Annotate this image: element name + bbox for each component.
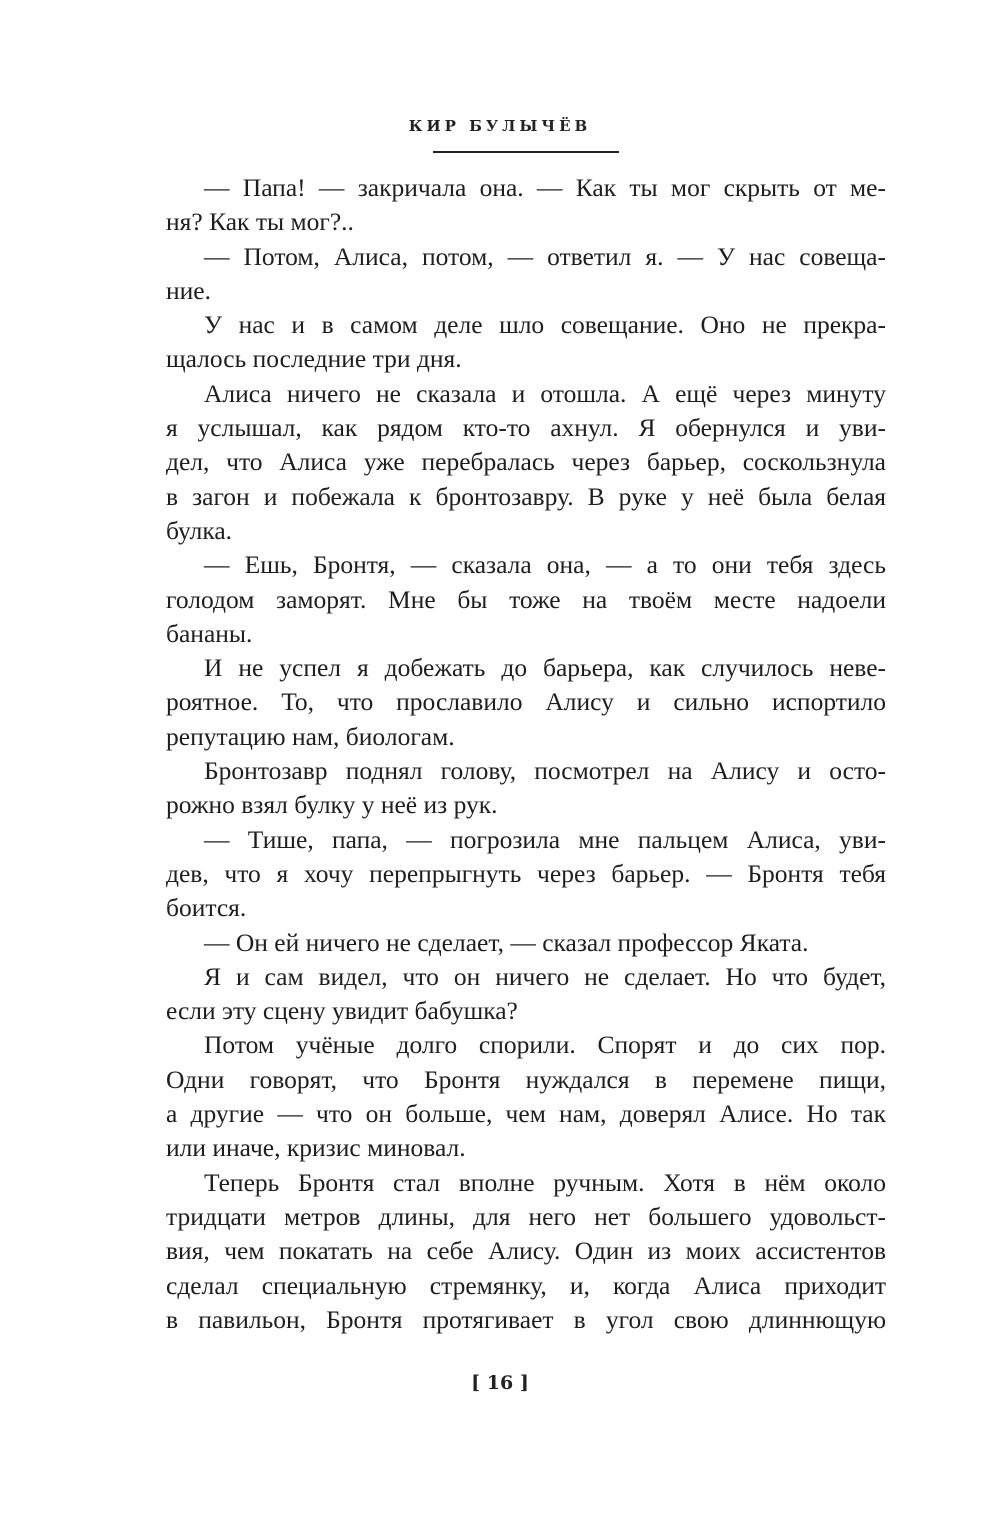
text-line: дел, что Алиса уже перебралась через барьер, соскользнула	[166, 447, 886, 477]
running-head-author: КИР БУЛЫЧЁВ	[408, 117, 592, 135]
text-line: вия, чем покатать на себе Алису. Один из моих ассистентов	[166, 1236, 886, 1266]
text-line: — Тише, папа, — погрозила мне пальцем Алиса, уви-	[204, 824, 886, 854]
text-line: бананы.	[166, 618, 253, 648]
body-text	[166, 171, 886, 1337]
text-line: Алиса ничего не сказала и отошла. А ещё через минуту	[204, 378, 886, 408]
text-line: — Потом, Алиса, потом, — ответил я. — У нас совеща-	[204, 241, 886, 271]
text-line: Потом учёные долго спорили. Спорят и до сих пор.	[204, 1030, 886, 1060]
text-line: — Ешь, Бронтя, — сказала она, — а то они тебя здесь	[204, 550, 886, 580]
text-line: а другие — что он больше, чем нам, доверял Алисе. Но так	[166, 1099, 886, 1129]
text-line: рожно взял булку у неё из рук.	[166, 790, 498, 820]
text-line: или иначе, кризис миновал.	[166, 1133, 466, 1163]
text-line: И не успел я добежать до барьера, как случилось неве-	[204, 653, 886, 683]
text-line: в загон и побежала к бронтозавру. В руке у неё была белая	[166, 481, 886, 511]
header-rule	[433, 151, 619, 153]
text-line: голодом заморят. Мне бы тоже на твоём месте надоели	[166, 584, 886, 614]
text-line: я услышал, как рядом кто-то ахнул. Я обернулся и уви-	[166, 413, 886, 443]
text-line: ня? Как ты мог?..	[166, 207, 354, 237]
text-line: роятное. То, что прославило Алису и сильно испортило	[166, 687, 886, 717]
text-line: дев, что я хочу перепрыгнуть через барьер. — Бронтя тебя	[166, 858, 886, 888]
text-line: Бронтозавр поднял голову, посмотрел на Алису и осто-	[204, 756, 886, 786]
text-line: боится.	[166, 893, 247, 923]
text-line: — Он ей ничего не сделает, — сказал профессор Яката.	[204, 927, 809, 957]
text-line: булка.	[166, 515, 233, 545]
text-line: сделал специальную стремянку, и, когда Алиса приходит	[166, 1270, 886, 1300]
text-line: репутацию нам, биологам.	[166, 721, 455, 751]
text-line: если эту сцену увидит бабушка?	[166, 996, 518, 1026]
text-line: Теперь Бронтя стал вполне ручным. Хотя в нём около	[204, 1167, 886, 1197]
text-line: тридцати метров длины, для него нет большего удовольст-	[166, 1201, 886, 1231]
text-line: ние.	[166, 275, 211, 305]
text-line: в павильон, Бронтя протягивает в угол свою длиннющую	[166, 1304, 886, 1334]
text-line: Одни говорят, что Бронтя нуждался в перемене пищи,	[166, 1064, 886, 1094]
page-number: [ 16 ]	[471, 1372, 529, 1394]
text-line: — Папа! — закричала она. — Как ты мог скрыть от ме-	[204, 173, 886, 202]
text-line: У нас и в самом деле шло совещание. Оно не прекра-	[204, 310, 886, 340]
text-line: Я и сам видел, что он ничего не сделает. Но что будет,	[204, 961, 886, 991]
text-line: щалось последние три дня.	[166, 344, 462, 374]
